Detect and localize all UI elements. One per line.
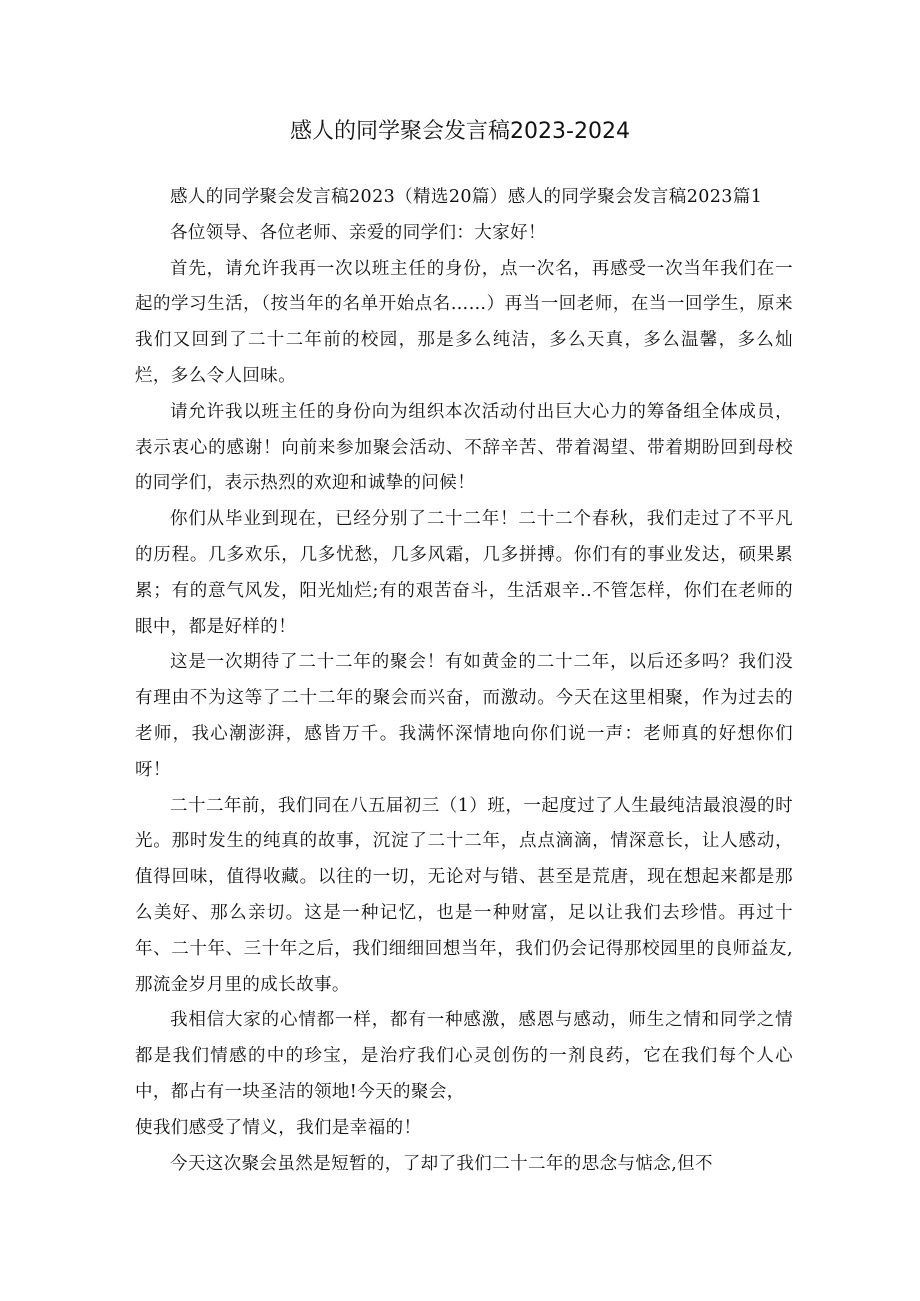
paragraph-gratitude: 我相信大家的心情都一样，都有一种感激，感恩与感动，师生之情和同学之情都是我们情感的中的珍宝，是治疗我们心灵创伤的一剂良药，它在我们每个人心中，都占有一块圣洁的领地!今天的聚会， (135, 1010, 793, 1102)
paragraph-greeting: 各位领导、各位老师、亲爱的同学们：大家好！ (170, 222, 546, 243)
paragraph-reunion: 这是一次期待了二十二年的聚会！有如黄金的二十二年，以后还多吗？我们没有理由不为这等了二十二年的聚会而兴奋，而激动。今天在这里相聚，作为过去的老师，我心潮澎湃，感皆万千。我满怀深情地向你们说一声：老师真的好想你们呀！ (135, 652, 793, 780)
document-title: 感人的同学聚会发言稿2023-2024 (290, 119, 630, 144)
paragraph-closing-fragment: 今天这次聚会虽然是短暂的，了却了我们二十二年的思念与惦念,但不 (170, 1153, 713, 1174)
paragraph-memories: 二十二年前，我们同在八五届初三（1）班，一起度过了人生最纯洁最浪漫的时光。那时发生的纯真的故事，沉淀了二十二年，点点滴滴，情深意长，让人感动，值得回味，值得收藏。以往的一切，无论对与错、甚至是荒唐，现在想起来都是那么美好、那么亲切。这是一种记忆，也是一种财富，足以让我们去珍惜。再过十年、二十年、三十年之后，我们细细回想当年，我们仍会记得那校园里的良师益友,那流金岁月里的成长故事。 (135, 795, 793, 995)
paragraph-happiness: 使我们感受了情义，我们是幸福的！ (135, 1117, 422, 1138)
paragraph-since-graduation: 你们从毕业到现在，已经分别了二十二年！二十二个春秋，我们走过了不平凡的历程。几多欢乐，几多忧愁，几多风霜，几多拼搏。你们有的事业发达，硕果累累；有的意气风发，阳光灿烂;有的艰苦奋斗，生活艰辛..不管怎样，你们在老师的眼中，都是好样的！ (135, 509, 793, 637)
paragraph-roll-call: 首先，请允许我再一次以班主任的身份，点一次名，再感受一次当年我们在一起的学习生活，（按当年的名单开始点名……）再当一回老师，在当一回学生，原来我们又回到了二十二年前的校园，那是多么纯洁，多么天真，多么温馨，多么灿烂，多么令人回味。 (135, 258, 793, 386)
paragraph-intro: 感人的同学聚会发言稿2023（精选20篇）感人的同学聚会发言稿2023篇1 (170, 187, 763, 207)
paragraph-thanks: 请允许我以班主任的身份向为组织本次活动付出巨大心力的筹备组全体成员，表示衷心的感谢！向前来参加聚会活动、不辞辛苦、带着渴望、带着期盼回到母校的同学们，表示热烈的欢迎和诚挚的问候！ (135, 401, 793, 494)
document-body (135, 180, 793, 1182)
